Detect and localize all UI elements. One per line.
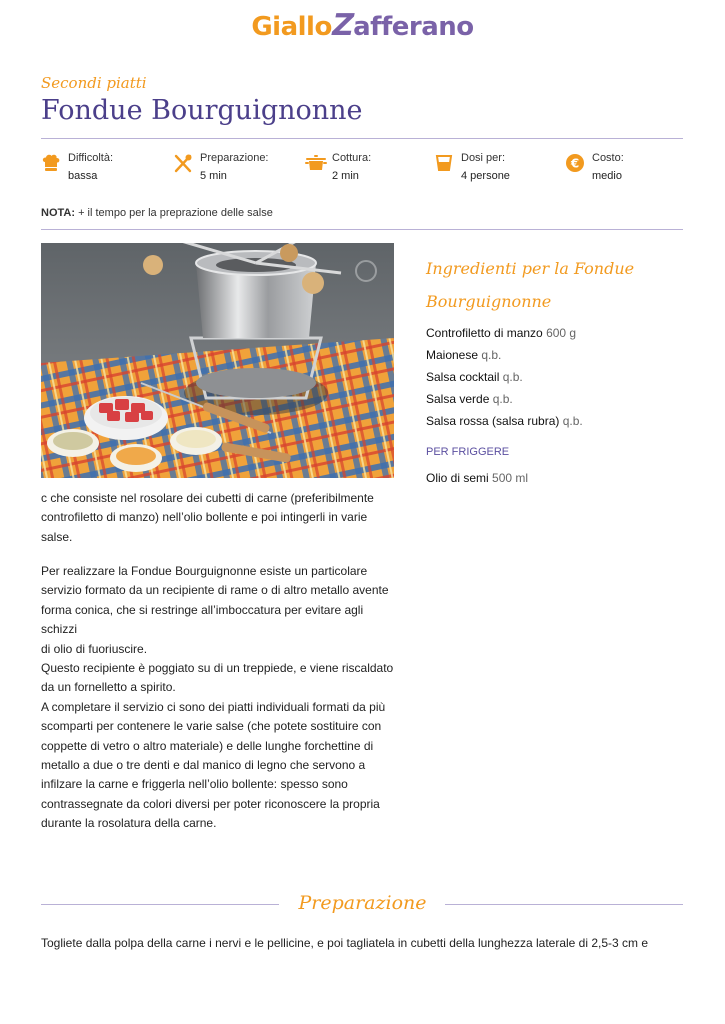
text-line: salse. [41, 529, 73, 544]
ingredient-name[interactable]: Maionese [426, 348, 479, 362]
ingredients-title: Ingredienti per la Fondue Bourguignonne [426, 259, 635, 311]
ingredient-name[interactable]: Salsa cocktail [426, 370, 500, 384]
logo-z-mark: Z [328, 8, 357, 43]
recipe-title: Fondue Bourguignonne [41, 95, 363, 126]
ingredient-name[interactable]: Salsa verde [426, 392, 490, 406]
text-line: c che consiste nel rosolare dei cubetti di carne (preferibilmente [41, 491, 374, 505]
preparation-text: Togliete dalla polpa della carne i nervi e le pellicine, e poi tagliatela in cubetti della lunghezza laterale di 2,5-3 cm e [41, 936, 649, 950]
ingredient-name[interactable]: Controfiletto di manzo [426, 326, 543, 340]
ingredient-item [426, 366, 686, 388]
ingredient-qty: 500 ml [492, 471, 529, 485]
recipe-meta-bar [41, 151, 683, 191]
recipe-category[interactable]: Secondi piatti [41, 74, 147, 92]
logo-text-part: afferano [353, 12, 474, 42]
ingredient-qty: q.b. [502, 370, 523, 384]
text-line: Questo recipiente è poggiato su di un treppiede, e viene riscaldato [41, 661, 394, 676]
meta-label: Cottura: [332, 152, 372, 164]
ingredient-name[interactable]: Salsa rossa (salsa rubra) [426, 414, 560, 428]
ingredient-item [426, 344, 686, 366]
text-line: coppette di vetro o altro materiale) e delle lunghe forchettine di [41, 738, 374, 753]
site-logo[interactable] [0, 8, 725, 43]
recipe-photo [41, 243, 394, 478]
logo-text-part: Giallo [251, 12, 332, 42]
text-line: forma conica, che si restringe all’imboccatura per evitare agli schizzi [41, 602, 364, 637]
text-line: scomparti per contenere le varie salse (che potete sostituire con [41, 719, 382, 734]
ingredient-item [426, 388, 686, 410]
meta-value: bassa [68, 170, 98, 182]
cup-icon [434, 153, 454, 173]
euro-icon [565, 153, 585, 173]
preparation-divider-right [445, 904, 683, 905]
ingredient-qty: q.b. [481, 348, 502, 362]
text-line: A completare il servizio ci sono dei piatti individuali formati da più [41, 699, 386, 714]
meta-label: Difficoltà: [68, 152, 114, 164]
meta-value: 4 persone [461, 170, 510, 182]
fondue-illustration [41, 243, 394, 478]
meta-divider [41, 229, 683, 230]
chef-hat-icon [41, 153, 61, 173]
utensils-icon [173, 153, 193, 173]
note-text: + il tempo per la preprazione delle salse [75, 207, 273, 219]
meta-label: Preparazione: [200, 152, 269, 164]
meta-value: 2 min [332, 170, 359, 182]
meta-value: 5 min [200, 170, 227, 182]
text-line: contrassegnate da colori diversi per poter riconoscere la propria [41, 796, 380, 811]
text-line: servizio formato da un recipiente di rame o di altro metallo avente [41, 583, 389, 598]
recipe-note [41, 207, 273, 219]
text-line: durante la rosolatura della carne. [41, 816, 217, 831]
meta-label: Dosi per: [461, 152, 506, 164]
text-line: di olio di fuoriuscire. [41, 641, 148, 656]
text-line: metallo a due o tre denti e dal manico di legno che servono a [41, 758, 366, 773]
meta-label: Costo: [592, 152, 624, 164]
meta-value: medio [592, 170, 622, 182]
recipe-description [41, 562, 396, 834]
ingredient-qty: q.b. [562, 414, 583, 428]
ingredient-name[interactable]: Olio di semi [426, 471, 489, 485]
ingredient-item [426, 322, 686, 344]
svg-text:€: € [570, 156, 580, 171]
recipe-intro [41, 489, 396, 547]
pot-icon [305, 153, 327, 173]
ingredient-item [426, 467, 686, 489]
text-line: da un fornelletto a spirito. [41, 680, 176, 695]
ingredients-list [426, 322, 686, 489]
text-line: controfiletto di manzo) nell’olio bollente e poi intingerli in varie [41, 510, 368, 525]
ingredient-item [426, 410, 686, 432]
ingredients-section-heading: PER FRIGGERE [426, 446, 510, 458]
ingredient-qty: q.b. [492, 392, 513, 406]
preparation-heading: Preparazione [298, 892, 427, 914]
text-line: Per realizzare la Fondue Bourguignonne esiste un particolare [41, 564, 368, 578]
header-divider [41, 138, 683, 139]
ingredient-qty: 600 g [546, 326, 577, 340]
note-label: NOTA: [41, 207, 76, 219]
text-line: infilzare la carne e friggerla nell’olio bollente: spesso sono [41, 777, 348, 792]
